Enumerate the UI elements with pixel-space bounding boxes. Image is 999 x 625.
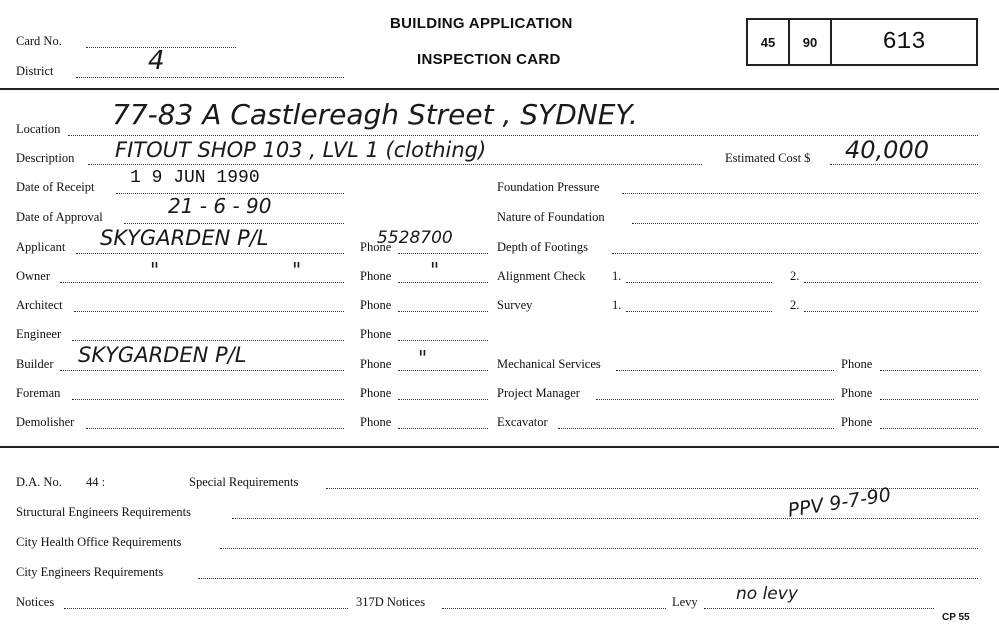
depth-footings-field[interactable]	[612, 253, 978, 254]
estimated-cost-field[interactable]	[830, 164, 978, 165]
engineer-phone-label: Phone	[360, 327, 392, 341]
owner-ditto-2: "	[292, 258, 302, 282]
levy-value: no levy	[736, 584, 798, 604]
applicant-phone-value: 5528700	[377, 228, 453, 248]
alignment-num-1: 1.	[612, 269, 622, 283]
header-divider	[0, 88, 999, 90]
card-code-box	[746, 18, 978, 66]
builder-label: Builder	[16, 357, 54, 371]
notices-label: Notices	[16, 595, 55, 609]
owner-phone-label: Phone	[360, 269, 392, 283]
foreman-label: Foreman	[16, 386, 61, 400]
applicant-phone-field[interactable]	[398, 253, 488, 254]
owner-phone-field[interactable]	[398, 282, 488, 283]
owner-label: Owner	[16, 269, 51, 283]
foreman-phone-field[interactable]	[398, 399, 488, 400]
code-number: 613	[882, 28, 926, 56]
date-receipt-label: Date of Receipt	[16, 180, 95, 194]
builder-phone-label: Phone	[360, 357, 392, 371]
location-value: 77-83 A Castlereagh Street , SYDNEY.	[112, 98, 638, 131]
nature-foundation-label: Nature of Foundation	[497, 210, 605, 224]
survey-label: Survey	[497, 298, 533, 312]
foundation-pressure-label: Foundation Pressure	[497, 180, 600, 194]
levy-field[interactable]	[704, 608, 934, 609]
notices-317d-field[interactable]	[442, 608, 666, 609]
structural-req-field[interactable]	[232, 518, 978, 519]
foreman-field[interactable]	[72, 399, 344, 400]
excavator-label: Excavator	[497, 415, 548, 429]
alignment-check-field-1[interactable]	[626, 282, 772, 283]
mechanical-phone-field[interactable]	[880, 370, 978, 371]
excavator-phone-label: Phone	[841, 415, 873, 429]
date-receipt-stamp: 1 9 JUN 1990	[130, 168, 260, 188]
architect-phone-field[interactable]	[398, 311, 488, 312]
da-no-label: D.A. No.	[16, 475, 62, 489]
form-title-line1: BUILDING APPLICATION	[390, 15, 573, 32]
special-req-label: Special Requirements	[189, 475, 299, 489]
excavator-field[interactable]	[558, 428, 834, 429]
survey-field-1[interactable]	[626, 311, 772, 312]
owner-phone-ditto: "	[430, 258, 440, 282]
applicant-field[interactable]	[76, 253, 344, 254]
district-value: 4	[148, 46, 165, 76]
demolisher-phone-field[interactable]	[398, 428, 488, 429]
code-district: 45	[748, 20, 790, 64]
project-manager-label: Project Manager	[497, 386, 580, 400]
alignment-check-field-2[interactable]	[804, 282, 978, 283]
owner-field[interactable]	[60, 282, 344, 283]
demolisher-phone-label: Phone	[360, 415, 392, 429]
mechanical-services-label: Mechanical Services	[497, 357, 601, 371]
levy-label: Levy	[672, 595, 698, 609]
district-field[interactable]	[76, 77, 344, 78]
depth-footings-label: Depth of Footings	[497, 240, 588, 254]
applicant-label: Applicant	[16, 240, 66, 254]
engineer-label: Engineer	[16, 327, 62, 341]
mechanical-phone-label: Phone	[841, 357, 873, 371]
project-manager-phone-field[interactable]	[880, 399, 978, 400]
estimated-cost-value: 40,000	[845, 136, 929, 164]
nature-foundation-field[interactable]	[632, 223, 978, 224]
card-no-label: Card No.	[16, 34, 62, 48]
survey-num-2: 2.	[790, 298, 800, 312]
description-value: FITOUT SHOP 103 , LVL 1 (clothing)	[115, 138, 487, 162]
structural-req-value: PPV 9-7-90	[786, 483, 893, 522]
city-eng-req-label: City Engineers Requirements	[16, 565, 164, 579]
notices-317d-label: 317D Notices	[356, 595, 426, 609]
applicant-value: SKYGARDEN P/L	[100, 226, 269, 250]
builder-phone-ditto: "	[418, 346, 428, 370]
demolisher-field[interactable]	[86, 428, 344, 429]
code-year: 90	[790, 20, 832, 64]
builder-value: SKYGARDEN P/L	[78, 343, 247, 367]
project-manager-field[interactable]	[596, 399, 834, 400]
alignment-num-2: 2.	[790, 269, 800, 283]
description-label: Description	[16, 151, 75, 165]
demolisher-label: Demolisher	[16, 415, 75, 429]
estimated-cost-label: Estimated Cost $	[725, 151, 811, 165]
foreman-phone-label: Phone	[360, 386, 392, 400]
engineer-phone-field[interactable]	[398, 340, 488, 341]
survey-field-2[interactable]	[804, 311, 978, 312]
survey-num-1: 1.	[612, 298, 622, 312]
city-eng-req-field[interactable]	[198, 578, 978, 579]
architect-phone-label: Phone	[360, 298, 392, 312]
notices-field[interactable]	[64, 608, 348, 609]
project-manager-phone-label: Phone	[841, 386, 873, 400]
engineer-field[interactable]	[72, 340, 344, 341]
health-req-label: City Health Office Requirements	[16, 535, 182, 549]
mechanical-services-field[interactable]	[616, 370, 834, 371]
form-title-line2: INSPECTION CARD	[417, 51, 561, 68]
date-approval-value: 21 - 6 - 90	[168, 194, 272, 218]
owner-ditto-1: "	[150, 258, 160, 282]
alignment-check-label: Alignment Check	[497, 269, 586, 283]
excavator-phone-field[interactable]	[880, 428, 978, 429]
architect-field[interactable]	[74, 311, 344, 312]
date-approval-field[interactable]	[124, 223, 344, 224]
location-field[interactable]	[68, 135, 978, 136]
location-label: Location	[16, 122, 61, 136]
builder-phone-field[interactable]	[398, 370, 488, 371]
builder-field[interactable]	[60, 370, 344, 371]
form-code: CP 55	[942, 612, 970, 623]
da-no-value: 44 :	[86, 475, 106, 489]
district-label: District	[16, 64, 54, 78]
date-approval-label: Date of Approval	[16, 210, 103, 224]
architect-label: Architect	[16, 298, 63, 312]
structural-req-label: Structural Engineers Requirements	[16, 505, 191, 519]
foundation-pressure-field[interactable]	[622, 193, 978, 194]
description-field[interactable]	[88, 164, 702, 165]
applicant-phone-label: Phone	[360, 240, 392, 254]
health-req-field[interactable]	[220, 548, 978, 549]
section-divider	[0, 446, 999, 448]
